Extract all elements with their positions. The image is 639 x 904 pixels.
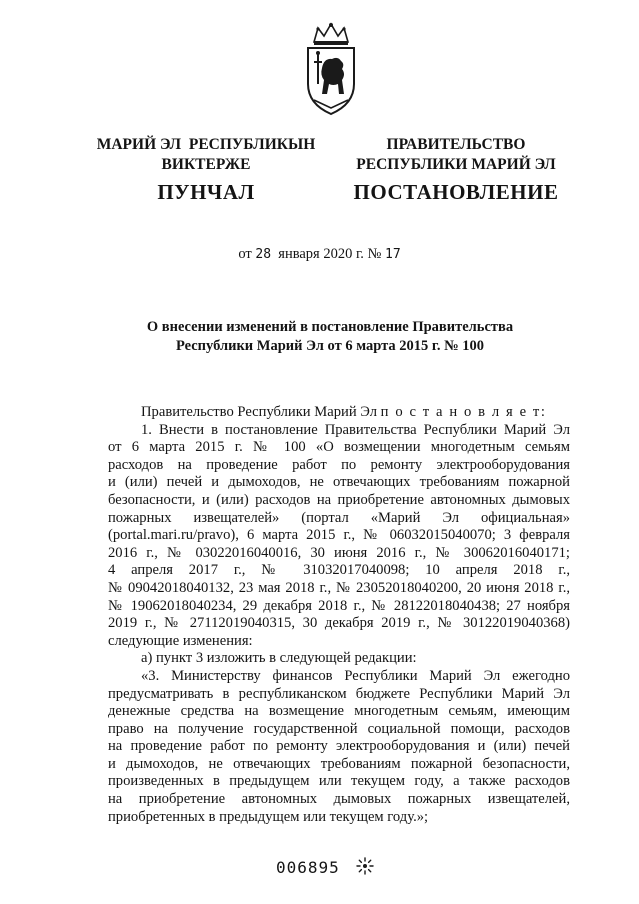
body-line: право на получение государственной социальной помощи, расходов [108, 720, 570, 737]
title-line-1: О внесении изменений в постановление Правительства [146, 319, 514, 335]
body-line: от 6 марта 2015 г. № 100 «О возмещении многодетным семьям [108, 439, 570, 456]
body-line: 2019 г., № 27112019040315, 30 декабря 2019 г., № 30122019040368) [108, 615, 570, 632]
body-line: предусматривать в республиканском бюджете Республики Марий Эл [108, 685, 570, 702]
body-line: безопасности, и (или) расходов на приобретение автономных дымовых [108, 491, 570, 508]
body-line: и дымоходов, не отвечающих требованиям пожарной безопасности, [108, 755, 570, 772]
serial-number: 006895 [276, 858, 340, 877]
body-line: № 09042018040132, 23 мая 2018 г., № 23052018040200, 20 июня 2018 г., [108, 579, 570, 596]
document-date-line [0, 246, 639, 263]
header-right-block [338, 135, 574, 205]
header-right-line1: ПРАВИТЕЛЬСТВО [386, 136, 526, 153]
body-line: на проведение работ по ремонту электрооборудования и (или) печей [108, 738, 570, 755]
header-left-line2: ВИКТЕРЖЕ [161, 156, 251, 173]
body-line: 1. Внести в постановление Правительства Республики Марий Эл [141, 421, 570, 438]
body-line: на приобретение автономных дымовых пожарных извещателей, [108, 791, 570, 808]
header-left-doc-type: ПУНЧАЛ [157, 180, 255, 204]
title-line-2: Республики Марий Эл от 6 марта 2015 г. № 100 [175, 338, 485, 354]
document-body [108, 404, 570, 826]
body-line: 4 апреля 2017 г., № 31032017040098; 10 апреля 2018 г., [108, 562, 570, 579]
body-line: и (или) печей и дымоходов, не отвечающих требованиям пожарной [108, 474, 570, 491]
print-mark-icon [356, 857, 374, 875]
date-day: 28 [255, 247, 272, 262]
body-line: а) пункт 3 изложить в следующей редакции: [141, 650, 417, 667]
body-line: № 19062018040234, 29 декабря 2018 г., № 28122018040438; 27 ноября [108, 597, 570, 614]
header-right-doc-type: ПОСТАНОВЛЕНИЕ [353, 180, 559, 204]
document-number: 17 [385, 247, 401, 262]
body-line: пожарных извещателей» (портал «Марий Эл официальная» [108, 509, 570, 526]
decree-word: п о с т а н о в л я е т: [380, 404, 547, 420]
header-right-line2: РЕСПУБЛИКИ МАРИЙ ЭЛ [356, 156, 556, 173]
body-line: 2016 г., № 03022016040016, 30 июня 2016 г., № 30062016040171; [108, 544, 570, 561]
body-line: приобретенных в предыдущем или текущем году.»; [108, 808, 429, 825]
body-text: Правительство Республики Марий Эл [141, 404, 378, 420]
body-line: (portal.mari.ru/pravo), 6 марта 2015 г., № 06032015040070; 3 февраля [108, 527, 570, 544]
body-line: денежные средства на возмещение многодетным семьям, имеющим [108, 703, 570, 720]
document-title [100, 318, 560, 356]
body-line: «3. Министерству финансов Республики Марий Эл ежегодно [141, 667, 570, 684]
body-line: следующие изменения: [108, 632, 253, 649]
header-left-block [88, 135, 324, 205]
body-line [108, 404, 570, 422]
body-line: расходов на проведение работ по ремонту электрооборудования [108, 456, 570, 473]
header-left-line1: МАРИЙ ЭЛ РЕСПУБЛИКЫН [96, 136, 316, 153]
date-prefix: от [238, 246, 252, 262]
body-line: произведенных в предыдущем или текущем году, а также расходов [108, 773, 570, 790]
coat-of-arms-icon [304, 22, 358, 116]
date-month-year: января 2020 г. № [278, 246, 382, 262]
